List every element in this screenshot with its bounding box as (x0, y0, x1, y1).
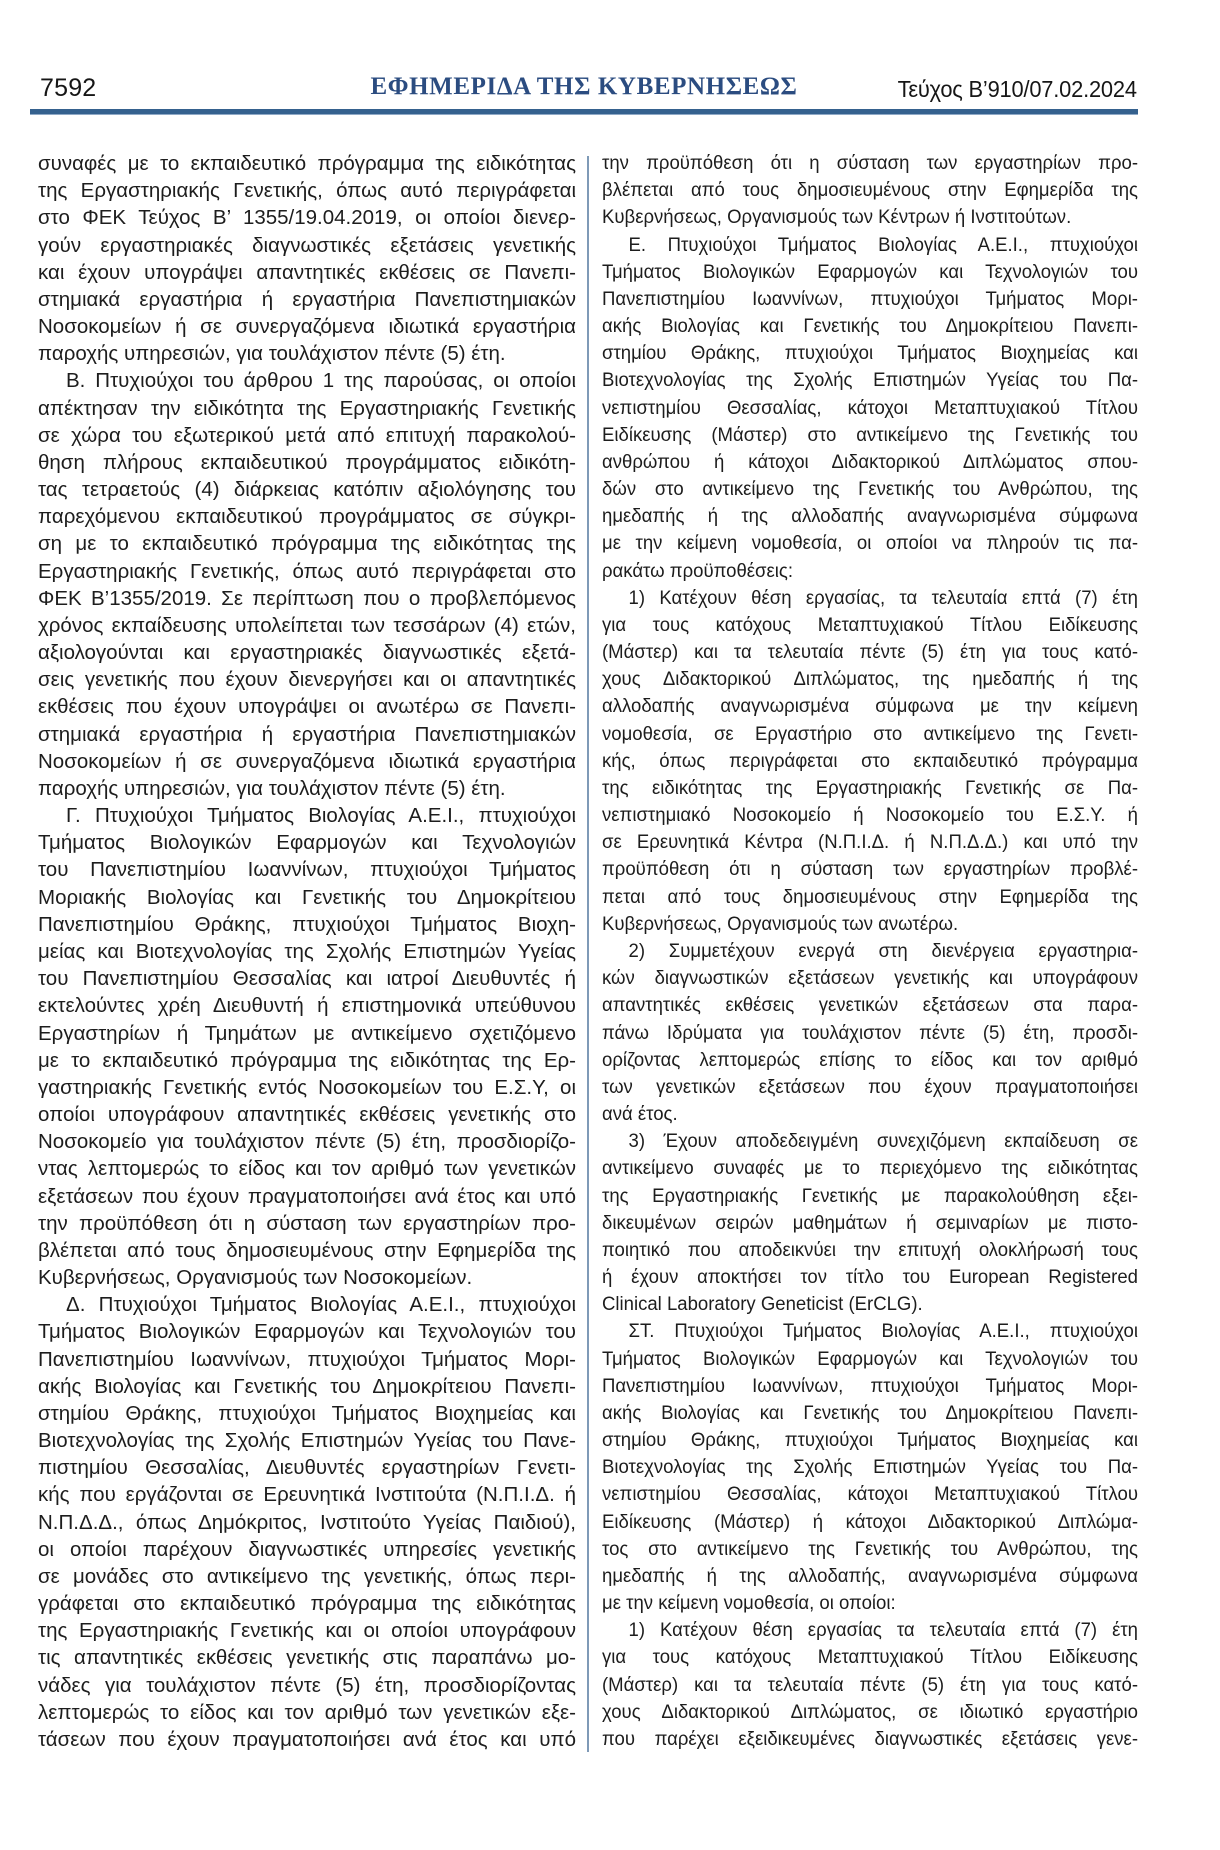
text-line: Δ. Πτυχιούχοι Τμήματος Βιολογίας Α.Ε.Ι., πτυχιούχοι (66, 1293, 576, 1317)
text-line: για τους κατόχους Μεταπτυχιακού Τίτλου Ειδίκευσης (602, 1646, 1139, 1669)
text-line: με το εκπαιδευτικό πρόγραμμα της ειδικότητας της Ερ- (38, 1048, 576, 1072)
text-line: Ειδίκευσης (Μάστερ) ή κάτοχοι Διδακτορικού Διπλώμα- (602, 1510, 1139, 1533)
text-line: βλέπεται από τους δημοσιευμένους στην Εφημερίδα της (602, 179, 1139, 202)
text-line: ση με το εκπαιδευτικό πρόγραμμα της ειδικότητας της (38, 532, 576, 556)
text-line: Γ. Πτυχιούχοι Τμήματος Βιολογίας Α.Ε.Ι., πτυχιούχοι (66, 804, 576, 828)
text-line: Νοσοκομείων ή σε συνεργαζόμενα ιδιωτικά εργαστήρια (38, 749, 576, 773)
text-line: πεται από τους δημοσιευμένους στην Εφημερίδα της (602, 885, 1139, 908)
text-line: την προϋπόθεση ότι η σύσταση των εργαστηρίων προ- (602, 152, 1139, 174)
text-line: ρακάτω προϋποθέσεις: (602, 559, 793, 582)
text-line: παροχής υπηρεσιών, για τουλάχιστον πέντε (5) έτη. (38, 776, 506, 800)
text-line: Τμήματος Βιολογικών Εφαρμογών και Τεχνολογιών του (38, 1320, 576, 1344)
text-line: συναφές με το εκπαιδευτικό πρόγραμμα της ειδικότητας (38, 152, 576, 175)
text-line: νεπιστημιακό Νοσοκομείο ή Νοσοκομείο του Ε.Σ.Υ. ή (602, 804, 1139, 827)
text-line: Πανεπιστημίου Ιωαννίνων, πτυχιούχοι Τμήματος Μορι- (38, 1347, 576, 1371)
text-line: στημιακά εργαστήρια ή εργαστήρια Πανεπιστημιακών (38, 287, 576, 311)
column-divider (587, 156, 589, 1752)
text-line: οποίοι υπογράφουν απαντητικές εκθέσεις γενετικής στο (38, 1103, 576, 1127)
text-line: νάδες για τουλάχιστον πέντε (5) έτη, προσδιορίζοντας (38, 1673, 576, 1697)
text-line: την προϋπόθεση ότι η σύσταση των εργαστηρίων προ- (38, 1211, 576, 1235)
text-line: τις απαντητικές εκθέσεις γενετικής στις παραπάνω μο- (38, 1646, 576, 1670)
text-line: που παρέχει εξειδικευμένες διαγνωστικές εξετάσεις γενε- (602, 1727, 1139, 1750)
text-line: πάνω Ιδρύματα για τουλάχιστον πέντε (5) έτη, προσδι- (602, 1021, 1139, 1044)
text-column-right (602, 150, 1138, 1753)
text-line: τας τετραετούς (4) διάρκειας κατόπιν αξιολόγησης του (38, 478, 576, 502)
text-line: Πανεπιστημίου Ιωαννίνων, πτυχιούχοι Τμήματος Μορι- (602, 1374, 1139, 1397)
text-line: προϋπόθεση ότι η σύσταση των εργαστηρίων προβλέ- (602, 858, 1139, 881)
text-column-left (38, 150, 576, 1753)
text-line: πιστημίου Θεσσαλίας, Διευθυντές εργαστηρίων Γενετι- (38, 1456, 576, 1480)
text-line: ή έχουν αποκτήσει τον τίτλο του European Registered (602, 1266, 1139, 1289)
text-line: οι οποίοι παρέχουν διαγνωστικές υπηρεσίες γενετικής (38, 1537, 576, 1561)
text-line: της Εργαστηριακής Γενετικής με παρακολούθηση εξει- (602, 1184, 1139, 1207)
text-line: αλλοδαπής αναγνωρισμένα σύμφωνα με την κείμενη (602, 695, 1139, 718)
text-line: ΣΤ. Πτυχιούχοι Τμήματος Βιολογίας Α.Ε.Ι., πτυχιούχοι (628, 1320, 1139, 1343)
text-line: του Πανεπιστημίου Θεσσαλίας και ιατροί Διευθυντές ή (38, 967, 576, 991)
text-line: Clinical Laboratory Geneticist (ErCLG). (602, 1293, 923, 1316)
text-line: δών στο αντικείμενο της Γενετικής του Ανθρώπου, της (602, 478, 1139, 501)
text-line: της Εργαστηριακής Γενετικής, όπως αυτό περιγράφεται (38, 179, 576, 203)
text-line: στημίου Θράκης, πτυχιούχοι Τμήματος Βιοχημείας και (38, 1401, 576, 1425)
text-line: Τμήματος Βιολογικών Εφαρμογών και Τεχνολογιών (38, 831, 576, 855)
text-line: απέκτησαν την ειδικότητα της Εργαστηριακής Γενετικής (38, 396, 576, 420)
page-number: 7592 (40, 74, 97, 102)
text-line: ακής Βιολογίας και Γενετικής του Δημοκρίτειου Πανεπι- (602, 1401, 1139, 1424)
text-line: αξιολογούνται και εργαστηριακές διαγνωστικές εξετά- (38, 641, 576, 665)
text-line: (Μάστερ) και τα τελευταία πέντε (5) έτη για τους κατό- (602, 1673, 1139, 1696)
text-line: Βιοτεχνολογίας της Σχολής Επιστημών Υγείας του Πανε- (38, 1429, 576, 1453)
text-line: Εργαστηρίων ή Τμημάτων με αντικείμενο σχετιζόμενο (38, 1021, 576, 1045)
issue-label: Τεύχος Β’910/07.02.2024 (897, 76, 1137, 102)
text-line: Κυβερνήσεως, Οργανισμούς των Κέντρων ή Ινστιτούτων. (602, 206, 1072, 229)
text-line: εκτελούντες χρέη Διευθυντή ή επιστημονικά υπεύθυνου (38, 994, 576, 1018)
text-line: ποιητικό που αποδεικνύει την επιτυχή ολοκλήρωσή τους (602, 1238, 1139, 1261)
text-line: δικευμένων σειρών μαθημάτων ή σεμιναρίων με πιστο- (602, 1211, 1139, 1234)
text-line: ορίζοντας λεπτομερώς επίσης το είδος και τον αριθμό (602, 1048, 1139, 1071)
text-line: τος στο αντικείμενο της Γενετικής του Ανθρώπου, της (602, 1537, 1139, 1560)
text-line: για τους κατόχους Μεταπτυχιακού Τίτλου Ειδίκευσης (602, 613, 1139, 636)
text-line: Πανεπιστημίου Θράκης, πτυχιούχοι Τμήματος Βιοχη- (38, 912, 576, 936)
text-line: Κυβερνήσεως, Οργανισμούς των Νοσοκομείων. (38, 1266, 473, 1290)
text-line: παροχής υπηρεσιών, για τουλάχιστον πέντε (5) έτη. (38, 342, 506, 366)
text-line: Πανεπιστημίου Ιωαννίνων, πτυχιούχοι Τμήματος Μορι- (602, 287, 1139, 310)
text-line: Τμήματος Βιολογικών Εφαρμογών και Τεχνολογιών του (602, 1347, 1139, 1370)
text-line: χρόνος εκπαίδευσης υπολείπεται των τεσσάρων (4) ετών, (38, 613, 576, 637)
text-line: Εργαστηριακής Γενετικής, όπως αυτό περιγράφεται στο (38, 559, 576, 583)
text-line: γαστηριακής Γενετικής εντός Νοσοκομείων του Ε.Σ.Υ, οι (38, 1075, 576, 1099)
text-line: ΦΕΚ Β’1355/2019. Σε περίπτωση που ο προβλεπόμενος (38, 586, 576, 610)
text-line: της ειδικότητας της Εργαστηριακής Γενετικής σε Πα- (602, 776, 1139, 799)
text-line: ανά έτος. (602, 1103, 678, 1126)
text-line: σε Ερευνητικά Κέντρα (Ν.Π.Ι.Δ. ή Ν.Π.Δ.Δ.) και υπό την (602, 831, 1139, 854)
header-rule (30, 109, 1138, 115)
text-line: της Εργαστηριακής Γενετικής και οι οποίοι υπογράφουν (38, 1619, 576, 1643)
text-line: με την κείμενη νομοθεσία, οι οποίοι να πληρούν τις πα- (602, 532, 1139, 555)
text-line: χους Διδακτορικού Διπλώματος, της ημεδαπής ή της (602, 668, 1139, 691)
text-line: θηση πλήρους εκπαιδευτικού προγράμματος ειδικότη- (38, 450, 576, 474)
text-line: νομοθεσία, σε Εργαστήριο στο αντικείμενο της Γενετι- (602, 722, 1139, 745)
text-line: μείας και Βιοτεχνολογίας της Σχολής Επιστημών Υγείας (38, 939, 576, 963)
text-line: Β. Πτυχιούχοι του άρθρου 1 της παρούσας, οι οποίοι (66, 369, 576, 393)
text-line: γράφεται στο εκπαιδευτικό πρόγραμμα της ειδικότητας (38, 1592, 576, 1616)
text-line: αντικείμενο συναφές με το περιεχόμενο της ειδικότητας (602, 1157, 1139, 1180)
text-line: Μοριακής Βιολογίας και Γενετικής του Δημοκρίτειου (38, 885, 576, 909)
text-line: τάσεων που έχουν πραγματοποιήσει ανά έτος και υπό (38, 1727, 576, 1751)
text-line: Βιοτεχνολογίας της Σχολής Επιστημών Υγείας του Πα- (602, 1456, 1139, 1479)
text-line: νεπιστημίου Θεσσαλίας, κάτοχοι Μεταπτυχιακού Τίτλου (602, 1483, 1139, 1506)
text-line: 3) Έχουν αποδεδειγμένη συνεχιζόμενη εκπαίδευση σε (628, 1130, 1139, 1153)
text-line: Βιοτεχνολογίας της Σχολής Επιστημών Υγείας του Πα- (602, 369, 1139, 392)
text-line: Κυβερνήσεως, Οργανισμούς των ανωτέρω. (602, 912, 959, 935)
text-line: (Μάστερ) και τα τελευταία πέντε (5) έτη για τους κατό- (602, 641, 1139, 664)
text-line: χους Διδακτορικού Διπλώματος, σε ιδιωτικό εργαστήριο (602, 1700, 1139, 1723)
text-line: ακής Βιολογίας και Γενετικής του Δημοκρίτειου Πανεπι- (38, 1374, 576, 1398)
text-line: Ε. Πτυχιούχοι Τμήματος Βιολογίας Α.Ε.Ι., πτυχιούχοι (628, 233, 1139, 256)
text-line: λεπτομερώς το είδος και τον αριθμό των γενετικών εξε- (38, 1700, 576, 1724)
text-line: σε χώρα του εξωτερικού μετά από επιτυχή παρακολού- (38, 423, 576, 447)
text-line: κής, όπως περιγράφεται στο εκπαιδευτικό πρόγραμμα (602, 749, 1139, 772)
text-line: ντας λεπτομερώς το είδος και τον αριθμό των γενετικών (38, 1157, 576, 1181)
text-line: απαντητικές εκθέσεις γενετικών εξετάσεων στα παρα- (602, 994, 1139, 1017)
text-line: σεις γενετικής που έχουν διενεργήσει και οι απαντητικές (38, 668, 576, 692)
text-line: του Πανεπιστημίου Ιωαννίνων, πτυχιούχοι Τμήματος (38, 858, 576, 882)
text-line: και έχουν υπογράψει απαντητικές εκθέσεις σε Πανεπι- (38, 260, 576, 284)
text-line: παρεχόμενου εκπαιδευτικού προγράμματος σε σύγκρι- (38, 505, 576, 529)
text-line: εξετάσεων που έχουν πραγματοποιήσει ανά έτος και υπό (38, 1184, 576, 1208)
text-line: ημεδαπής ή της αλλοδαπής αναγνωρισμένα σύμφωνα (602, 505, 1139, 528)
text-line: ακής Βιολογίας και Γενετικής του Δημοκρίτειου Πανεπι- (602, 315, 1139, 338)
text-line: 2) Συμμετέχουν ενεργά στη διενέργεια εργαστηρια- (628, 939, 1139, 962)
text-line: νεπιστημίου Θεσσαλίας, κάτοχοι Μεταπτυχιακού Τίτλου (602, 396, 1139, 419)
text-line: ημεδαπής ή της αλλοδαπής, αναγνωρισμένα σύμφωνα (602, 1564, 1139, 1587)
text-line: Ειδίκευσης (Μάστερ) στο αντικείμενο της Γενετικής του (602, 423, 1139, 446)
text-line: κής που εργάζονται σε Ερευνητικά Ινστιτούτα (Ν.Π.Ι.Δ. ή (38, 1483, 576, 1507)
text-line: κών διαγνωστικών εξετάσεων γενετικής και υπογράφουν (602, 967, 1139, 990)
text-line: ανθρώπου ή κάτοχοι Διδακτορικού Διπλώματος σπου- (602, 450, 1139, 473)
text-line: βλέπεται από τους δημοσιευμένους στην Εφημερίδα της (38, 1238, 576, 1262)
text-line: Ν.Π.Δ.Δ., όπως Δημόκριτος, Ινστιτούτο Υγείας Παιδιού), (38, 1510, 576, 1534)
text-line: των γενετικών εξετάσεων που έχουν πραγματοποιήσει (602, 1075, 1139, 1098)
text-line: με την κείμενη νομοθεσία, οι οποίοι: (602, 1592, 896, 1615)
text-line: στο ΦΕΚ Τεύχος Β’ 1355/19.04.2019, οι οποίοι διενερ- (38, 206, 576, 230)
text-line: Νοσοκομείων ή σε συνεργαζόμενα ιδιωτικά εργαστήρια (38, 315, 576, 339)
text-line: Τμήματος Βιολογικών Εφαρμογών και Τεχνολογιών του (602, 260, 1139, 283)
text-line: στημίου Θράκης, πτυχιούχοι Τμήματος Βιοχημείας και (602, 1429, 1139, 1452)
text-line: γούν εργαστηριακές διαγνωστικές εξετάσεις γενετικής (38, 233, 576, 257)
text-line: στημίου Θράκης, πτυχιούχοι Τμήματος Βιοχημείας και (602, 342, 1139, 365)
text-line: 1) Κατέχουν θέση εργασίας, τα τελευταία επτά (7) έτη (628, 586, 1139, 609)
text-line: 1) Κατέχουν θέση εργασίας τα τελευταία επτά (7) έτη (628, 1619, 1139, 1642)
text-line: Νοσοκομείο για τουλάχιστον πέντε (5) έτη, προσδιορίζο- (38, 1130, 576, 1154)
masthead-title: ΕΦΗΜΕΡΙΔΑ ΤΗΣ ΚΥΒΕΡΝΗΣΕΩΣ (370, 73, 798, 100)
text-line: σε μονάδες στο αντικείμενο της γενετικής, όπως περι- (38, 1564, 576, 1588)
text-line: στημιακά εργαστήρια ή εργαστήρια Πανεπιστημιακών (38, 722, 576, 746)
text-line: εκθέσεις που έχουν υπογράψει οι ανωτέρω σε Πανεπι- (38, 695, 576, 719)
